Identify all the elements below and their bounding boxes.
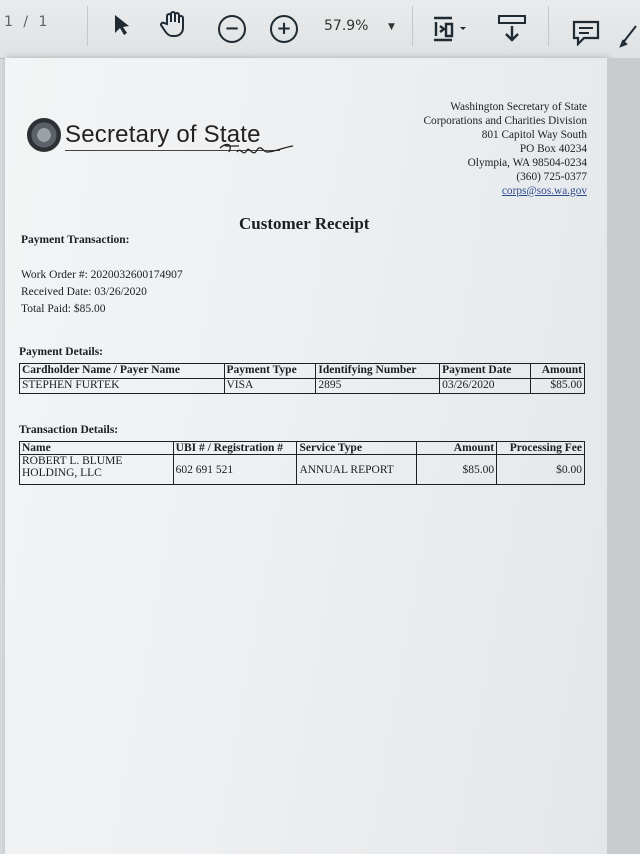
pdf-toolbar [0,0,640,59]
ubi-number: 602 691 521 [173,455,297,485]
zoom-level[interactable]: 57.9% [324,18,369,34]
receipt-title: Customer Receipt [239,214,370,233]
zoom-dropdown-icon[interactable]: ▼ [388,22,395,32]
address-line: Olympia, WA 98504-0234 [467,157,587,169]
office-address [424,100,587,198]
signature [217,138,297,164]
transaction-details-table [19,441,585,485]
received-date: Received Date: 03/26/2020 [21,286,147,298]
email-link[interactable]: corps@sos.wa.gov [501,185,587,197]
column-header: Name [20,442,174,455]
logo-text: Secretary of State [65,121,261,148]
comment-icon[interactable] [572,20,600,46]
payment-transaction-label: Payment Transaction: [21,234,130,246]
entity-name: ROBERT L. BLUME HOLDING, LLC [20,455,174,485]
hand-icon[interactable] [160,10,186,38]
zoom-out-icon[interactable]: − [218,15,246,43]
transaction-details-label: Transaction Details: [19,424,119,436]
processing-fee: $0.00 [497,455,585,485]
table-row [20,455,585,485]
column-header: Amount [530,364,584,379]
toolbar-divider [548,6,549,46]
column-header: Cardholder Name / Payer Name [20,364,225,379]
state-seal-icon [27,118,61,152]
payment-type: VISA [224,379,316,394]
zoom-in-icon[interactable]: + [270,15,298,43]
payment-details-label: Payment Details: [19,346,103,358]
payment-date: 03/26/2020 [440,379,531,394]
pen-icon[interactable] [618,22,640,48]
pdf-page [5,58,607,854]
work-order: Work Order #: 2020032600174907 [21,269,183,281]
download-icon[interactable] [498,14,526,44]
fit-page-icon[interactable] [432,14,468,44]
column-header: Amount [417,442,497,455]
page-background [607,58,640,854]
payer-name: STEPHEN FURTEK [20,379,225,394]
select-arrow-icon[interactable] [112,14,132,36]
page-indicator[interactable]: 1 / 1 [4,14,51,30]
address-line: Washington Secretary of State [450,101,587,113]
transaction-summary [21,267,183,318]
column-header: Processing Fee [497,442,585,455]
address-line: (360) 725-0377 [516,171,587,183]
toolbar-divider [412,6,413,46]
toolbar-divider [87,6,88,46]
column-header: Service Type [297,442,417,455]
table-header-row [20,442,585,455]
column-header: Payment Date [440,364,531,379]
column-header: Identifying Number [316,364,440,379]
table-row [20,379,585,394]
table-header-row [20,364,585,379]
address-line: Corporations and Charities Division [423,115,587,127]
column-header: Payment Type [224,364,316,379]
address-line: 801 Capitol Way South [481,129,587,141]
payment-amount: $85.00 [530,379,584,394]
address-line: PO Box 40234 [519,143,587,155]
total-paid: Total Paid: $85.00 [21,303,106,315]
transaction-amount: $85.00 [417,455,497,485]
service-type: ANNUAL REPORT [297,455,417,485]
column-header: UBI # / Registration # [173,442,297,455]
payment-details-table [19,363,585,394]
identifying-number: 2895 [316,379,440,394]
